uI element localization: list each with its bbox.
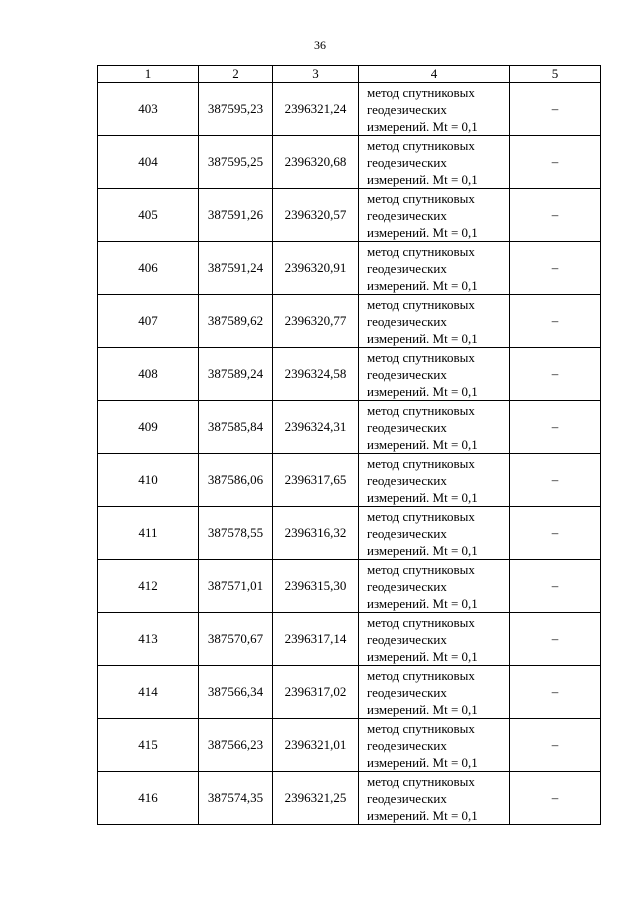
point-number-cell: 416 xyxy=(98,772,199,825)
table-row xyxy=(98,719,601,772)
coord-x-cell: 387566,34 xyxy=(199,666,273,719)
method-text-line: геодезических xyxy=(367,260,447,276)
table-row xyxy=(98,242,601,295)
coord-x-cell: 387591,26 xyxy=(199,189,273,242)
coord-x-cell: 387566,23 xyxy=(199,719,273,772)
coord-y-cell: 2396324,31 xyxy=(273,401,359,454)
dash-cell: – xyxy=(510,772,601,825)
method-text-line: геодезических xyxy=(367,154,447,170)
coordinates-table xyxy=(97,65,601,825)
table-row xyxy=(98,136,601,189)
method-text-line: измерений. Mt = 0,1 xyxy=(367,489,478,505)
dash-cell: – xyxy=(510,83,601,136)
method-text-line: метод спутниковых xyxy=(367,455,475,471)
method-text-line: геодезических xyxy=(367,419,447,435)
coord-x-cell: 387589,24 xyxy=(199,348,273,401)
point-number-cell: 407 xyxy=(98,295,199,348)
method-text-line: метод спутниковых xyxy=(367,84,475,100)
page-number: 36 xyxy=(314,38,326,52)
table-row xyxy=(98,295,601,348)
dash-cell: – xyxy=(510,348,601,401)
table-row xyxy=(98,348,601,401)
table-row xyxy=(98,401,601,454)
method-cell xyxy=(359,507,510,560)
method-cell xyxy=(359,83,510,136)
method-text-line: измерений. Mt = 0,1 xyxy=(367,383,478,399)
method-text-line: измерений. Mt = 0,1 xyxy=(367,595,478,611)
table-row xyxy=(98,560,601,613)
method-cell xyxy=(359,454,510,507)
coord-y-cell: 2396320,77 xyxy=(273,295,359,348)
dash-cell: – xyxy=(510,560,601,613)
point-number-cell: 408 xyxy=(98,348,199,401)
coord-y-cell: 2396321,24 xyxy=(273,83,359,136)
method-cell xyxy=(359,772,510,825)
point-number-cell: 410 xyxy=(98,454,199,507)
method-text-line: метод спутниковых xyxy=(367,243,475,259)
coord-y-cell: 2396317,65 xyxy=(273,454,359,507)
method-text-line: метод спутниковых xyxy=(367,296,475,312)
method-cell xyxy=(359,401,510,454)
method-text-line: измерений. Mt = 0,1 xyxy=(367,754,478,770)
method-text-line: геодезических xyxy=(367,737,447,753)
method-cell xyxy=(359,189,510,242)
dash-cell: – xyxy=(510,719,601,772)
header-col-4: 4 xyxy=(359,66,510,83)
method-cell xyxy=(359,560,510,613)
coord-x-cell: 387586,06 xyxy=(199,454,273,507)
method-text-line: геодезических xyxy=(367,472,447,488)
coord-y-cell: 2396315,30 xyxy=(273,560,359,613)
method-text-line: метод спутниковых xyxy=(367,508,475,524)
method-text-line: измерений. Mt = 0,1 xyxy=(367,807,478,823)
coord-y-cell: 2396320,91 xyxy=(273,242,359,295)
method-cell xyxy=(359,719,510,772)
method-text-line: измерений. Mt = 0,1 xyxy=(367,648,478,664)
dash-cell: – xyxy=(510,613,601,666)
coord-y-cell: 2396321,25 xyxy=(273,772,359,825)
coord-x-cell: 387595,25 xyxy=(199,136,273,189)
point-number-cell: 413 xyxy=(98,613,199,666)
method-text-line: измерений. Mt = 0,1 xyxy=(367,542,478,558)
dash-cell: – xyxy=(510,666,601,719)
table-row xyxy=(98,613,601,666)
table-row xyxy=(98,666,601,719)
method-text-line: измерений. Mt = 0,1 xyxy=(367,436,478,452)
method-text-line: метод спутниковых xyxy=(367,614,475,630)
method-text-line: геодезических xyxy=(367,578,447,594)
point-number-cell: 406 xyxy=(98,242,199,295)
header-col-3: 3 xyxy=(273,66,359,83)
point-number-cell: 409 xyxy=(98,401,199,454)
method-text-line: геодезических xyxy=(367,525,447,541)
dash-cell: – xyxy=(510,136,601,189)
point-number-cell: 404 xyxy=(98,136,199,189)
table-header-row xyxy=(98,66,601,83)
method-text-line: метод спутниковых xyxy=(367,137,475,153)
method-text-line: измерений. Mt = 0,1 xyxy=(367,701,478,717)
coord-x-cell: 387578,55 xyxy=(199,507,273,560)
method-text-line: метод спутниковых xyxy=(367,720,475,736)
method-cell xyxy=(359,136,510,189)
coord-x-cell: 387574,35 xyxy=(199,772,273,825)
method-text-line: измерений. Mt = 0,1 xyxy=(367,118,478,134)
header-col-5: 5 xyxy=(510,66,601,83)
point-number-cell: 405 xyxy=(98,189,199,242)
dash-cell: – xyxy=(510,189,601,242)
method-text-line: измерений. Mt = 0,1 xyxy=(367,330,478,346)
method-cell xyxy=(359,295,510,348)
table-body xyxy=(98,83,601,825)
method-text-line: метод спутниковых xyxy=(367,561,475,577)
table-row xyxy=(98,83,601,136)
method-text-line: геодезических xyxy=(367,207,447,223)
table-row xyxy=(98,772,601,825)
method-text-line: измерений. Mt = 0,1 xyxy=(367,171,478,187)
method-text-line: метод спутниковых xyxy=(367,667,475,683)
coord-x-cell: 387585,84 xyxy=(199,401,273,454)
method-text-line: геодезических xyxy=(367,790,447,806)
coord-x-cell: 387571,01 xyxy=(199,560,273,613)
coord-x-cell: 387595,23 xyxy=(199,83,273,136)
point-number-cell: 411 xyxy=(98,507,199,560)
dash-cell: – xyxy=(510,401,601,454)
method-text-line: геодезических xyxy=(367,684,447,700)
method-cell xyxy=(359,613,510,666)
method-cell xyxy=(359,242,510,295)
method-text-line: геодезических xyxy=(367,631,447,647)
method-text-line: метод спутниковых xyxy=(367,349,475,365)
coord-y-cell: 2396316,32 xyxy=(273,507,359,560)
coord-y-cell: 2396324,58 xyxy=(273,348,359,401)
method-text-line: геодезических xyxy=(367,366,447,382)
dash-cell: – xyxy=(510,242,601,295)
coord-x-cell: 387589,62 xyxy=(199,295,273,348)
method-text-line: геодезических xyxy=(367,313,447,329)
coord-y-cell: 2396317,02 xyxy=(273,666,359,719)
coord-y-cell: 2396317,14 xyxy=(273,613,359,666)
method-text-line: метод спутниковых xyxy=(367,402,475,418)
header-col-1: 1 xyxy=(98,66,199,83)
method-text-line: измерений. Mt = 0,1 xyxy=(367,277,478,293)
dash-cell: – xyxy=(510,507,601,560)
point-number-cell: 403 xyxy=(98,83,199,136)
coord-y-cell: 2396320,68 xyxy=(273,136,359,189)
dash-cell: – xyxy=(510,295,601,348)
coord-y-cell: 2396321,01 xyxy=(273,719,359,772)
point-number-cell: 414 xyxy=(98,666,199,719)
method-text-line: метод спутниковых xyxy=(367,190,475,206)
table-row xyxy=(98,507,601,560)
table-row xyxy=(98,454,601,507)
method-text-line: метод спутниковых xyxy=(367,773,475,789)
dash-cell: – xyxy=(510,454,601,507)
coord-x-cell: 387591,24 xyxy=(199,242,273,295)
method-text-line: геодезических xyxy=(367,101,447,117)
method-cell xyxy=(359,666,510,719)
coord-x-cell: 387570,67 xyxy=(199,613,273,666)
table-row xyxy=(98,189,601,242)
method-text-line: измерений. Mt = 0,1 xyxy=(367,224,478,240)
point-number-cell: 415 xyxy=(98,719,199,772)
header-col-2: 2 xyxy=(199,66,273,83)
point-number-cell: 412 xyxy=(98,560,199,613)
method-cell xyxy=(359,348,510,401)
coord-y-cell: 2396320,57 xyxy=(273,189,359,242)
